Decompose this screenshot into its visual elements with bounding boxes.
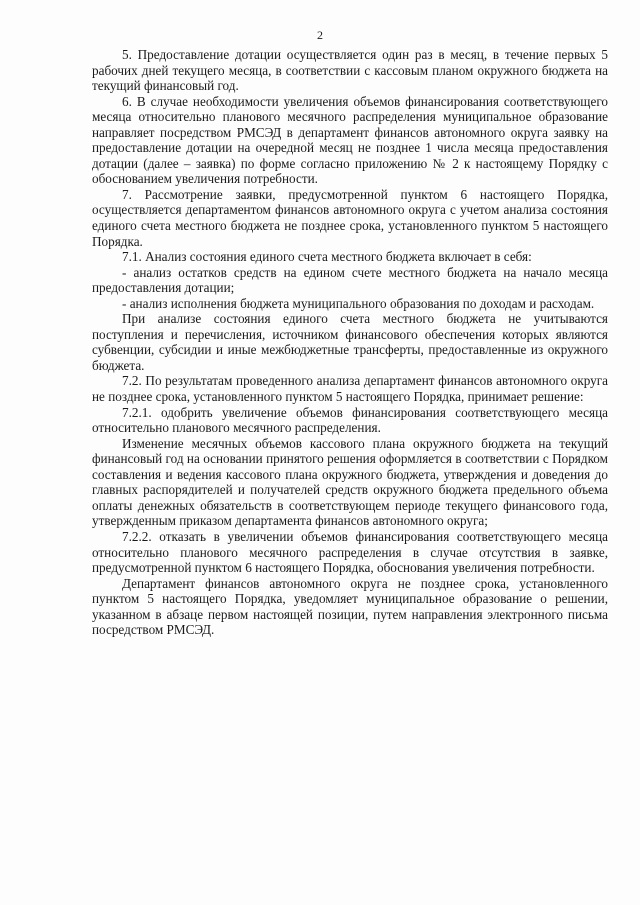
document-body [92,47,608,638]
paragraph-7-2-1: 7.2.1. одобрить увеличение объемов финансирования соответствующего месяца относительно планового месячного распределения. [92,404,608,436]
paragraph-6: 6. В случае необходимости увеличения объемов финансирования соответствующего месяца относительно планового месячного распределения муниципальное образование направляет посредством РМСЭД в департамент финансов автономного округа заявку на предоставление дотации на очередной месяц не позднее 1 числа месяца предоставления дотации (далее – заявка) по форме согласно приложению № 2 к настоящему Порядку с обоснованием увеличения потребности. [92,93,608,187]
paragraph-cash-plan-change: Изменение месячных объемов кассового плана окружного бюджета на текущий финансовый год на основании принятого решения оформляется в соответствии с Порядком составления и ведения кассового плана окружного бюджета, утверждения и доведения до главных распорядителей и получателей средств окружного бюджета предельного объема оплаты денежных обязательств в соответствующем периоде текущего финансового года, утвержденным приказом департамента финансов автономного округа; [92,435,608,529]
paragraph-7-2-2: 7.2.2. отказать в увеличении объемов финансирования соответствующего месяца относительно планового месячного распределения в случае отсутствия в заявке, предусмотренной пунктом 6 настоящего Порядка, обоснования увеличения потребности. [92,528,608,576]
paragraph-7: 7. Рассмотрение заявки, предусмотренной пунктом 6 настоящего Порядка, осуществляется департаментом финансов автономного округа с учетом анализа состояния единого счета местного бюджета не позднее срока, установленного пунктом 5 настоящего Порядка. [92,186,608,249]
list-item-balance-analysis: - анализ остатков средств на едином счете местного бюджета на начало месяца предоставления дотации; [92,264,608,296]
paragraph-exclusions: При анализе состояния единого счета местного бюджета не учитываются поступления и перечисления, источником финансового обеспечения которых являются субвенции, субсидии и иные межбюджетные трансферты, предоставленные из окружного бюджета. [92,311,608,373]
paragraph-7-2: 7.2. По результатам проведенного анализа департамент финансов автономного округа не позднее срока, установленного пунктом 5 настоящего Порядка, принимает решение: [92,373,608,405]
paragraph-7-1: 7.1. Анализ состояния единого счета местного бюджета включает в себя: [122,249,532,265]
paragraph-notification: Департамент финансов автономного округа не позднее срока, установленного пунктом 5 настоящего Порядка, уведомляет муниципальное образование о решении, указанном в абзаце первом настоящей позиции, путем направления электронного письма посредством РМСЭД. [92,575,608,638]
paragraph-5: 5. Предоставление дотации осуществляется один раз в месяц, в течение первых 5 рабочих дней текущего месяца, в соответствии с кассовым планом окружного бюджета на текущий финансовый год. [92,47,608,94]
page-number: 2 [317,28,323,42]
list-item-execution-analysis: - анализ исполнения бюджета муниципального образования по доходам и расходам. [122,295,595,311]
